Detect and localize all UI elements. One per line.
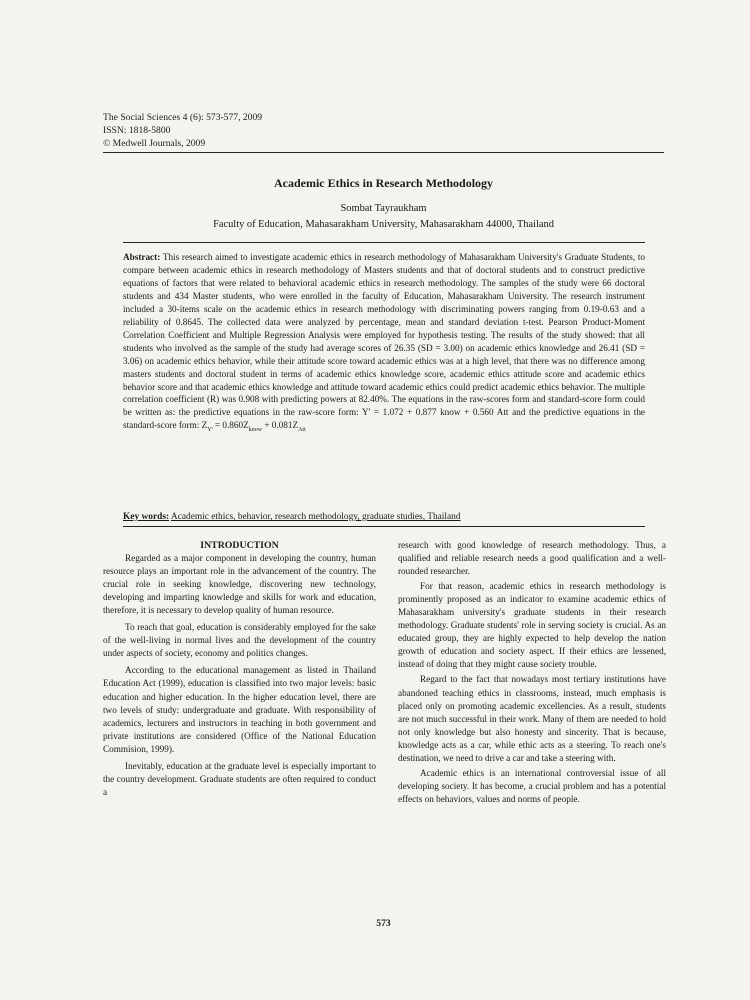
paragraph: To reach that goal, education is considerably employed for the sake of the well-living in normal lives and the development of the country under aspects of society, economy and politics changes. (103, 622, 376, 659)
equation-plus: + 0.081Z (262, 420, 299, 431)
paper-title: Academic Ethics in Research Methodology (273, 176, 494, 190)
paragraph: Academic ethics is an international controversial issue of all developing society. It has become, a crucial problem and has a potential effects on behaviors, values and norms of people. (398, 767, 666, 804)
paragraph: Regarded as a major component in developing the country, human resource plays an important role in the advancement of the country. The crucial role in seeking knowledge, discovering new technology, developing and imparting knowledge and skills for work and education, therefore, it is necessary to develop quality of human resource. (103, 553, 376, 616)
issn: ISSN: 1818-5800 (103, 125, 171, 136)
paragraph: Regard to the fact that nowadays most tertiary institutions have abandoned teaching ethics in classrooms, instead, much emphasis is placed only on promoting academic excellencies. As a result, students are not much successful in their work. Many of them are needed to hold not only knowledge but also honesty and sincerity. That is because, knowledge acts as a car, while ethic acts as a steering. To reach one's destination, we need to drive a car and take a steering with. (398, 674, 666, 763)
author-affiliation: Faculty of Education, Mahasarakham University, Mahasarakham 44000, Thailand (213, 219, 554, 230)
left-column (103, 539, 376, 799)
journal-header (103, 111, 262, 150)
equation-sub-know: know (248, 427, 263, 434)
header-rule (103, 152, 664, 153)
abstract-label: Abstract: (123, 252, 161, 262)
copyright: © Medwell Journals, 2009 (103, 138, 206, 149)
abstract-top-rule (123, 242, 645, 243)
equation-mid: = 0.860Z (212, 420, 249, 431)
keywords (123, 512, 663, 522)
paragraph: Inevitably, education at the graduate level is especially important to the country development. Graduate students are often required to conduct a (103, 760, 376, 797)
paragraph: For that reason, academic ethics in research methodology is prominently proposed as an indicator to examine academic ethics of Mahasarakham university's graduate students in their research methodology. Graduate students' role in serving society is crucial. As an educated group, they are highly expected to help develop the nation growth of education and society aspect. If their ethics are lessened, instead of doing that they might cause society trouble. (398, 581, 666, 670)
keywords-rule (123, 526, 645, 527)
right-column (398, 539, 666, 806)
equation-sub-att: Att (298, 427, 306, 434)
abstract (123, 251, 645, 437)
keywords-label: Key words: (123, 512, 170, 522)
page-number: 573 (376, 918, 391, 929)
equation-sub-y: Y' (207, 427, 213, 434)
keywords-values: Academic ethics, behavior, research methodology, graduate studies, Thailand (170, 512, 461, 522)
author-name: Sombat Tayraukham (340, 203, 427, 214)
paragraph: research with good knowledge of research methodology. Thus, a qualified and reliable research needs a good qualification and a well-rounded researcher. (398, 540, 666, 577)
abstract-text: This research aimed to investigate academic ethics in research methodology of Mahasarakham University's Graduate Students, to compare between academic ethics in research methodology of Masters students and that of doctoral students and to construct predictive equations of factors that were related to behavioral academic ethics in research methodology. The samples of the study were 66 doctoral students and 434 Master students, who were enrolled in the faculty of Education, Mahasarakham University. The research instrument included a 30-items scale on the academic ethics in research methodology with discriminating powers ranging from 0.19-0.63 and a reliability of 0.8645. The collected data were analyzed by percentage, mean and standard deviation t-test. Pearson Product-Moment Correlation Coefficient and Multiple Regression Analysis were employed for hypothesis testing. The results of the study showed: that all students who involved as the sample of the study had average scores of 26.35 (SD = 3.00) on academic ethics knowledge and 26.41 (SD = 3.06) on academic ethics behavior, while their attitude score toward academic ethics was at a high level, that there was no difference among masters students and doctoral student in terms of academic ethics knowledge score, academic ethics attitude score and academic ethics behavior score and that academic ethics knowledge and attitude toward academic ethics could predict academic ethics behavior. The multiple correlation coefficient (R) was 0.908 with predicting powers at 82.40%. The equations in the raw-scores form and standard-score form could be written as: the predictive equations in the raw-score form: Y' = 1.072 + 0.877 know + 0.560 Att and the predictive equations in the standard-score form: (123, 252, 645, 431)
section-heading-introduction: INTRODUCTION (200, 540, 279, 551)
equation-z: Z (201, 420, 208, 431)
paragraph: According to the educational management as listed in Thailand Education Act (1999), education is classified into two major levels: basic education and higher education. In the higher education level, there are two levels of study: undergraduate and graduate. With responsibility of academics, lecturers and instructors in teaching in both government and private institutions are considered (Office of the National Education Commision, 1999). (103, 665, 376, 754)
journal-citation: The Social Sciences 4 (6): 573-577, 2009 (103, 112, 263, 123)
